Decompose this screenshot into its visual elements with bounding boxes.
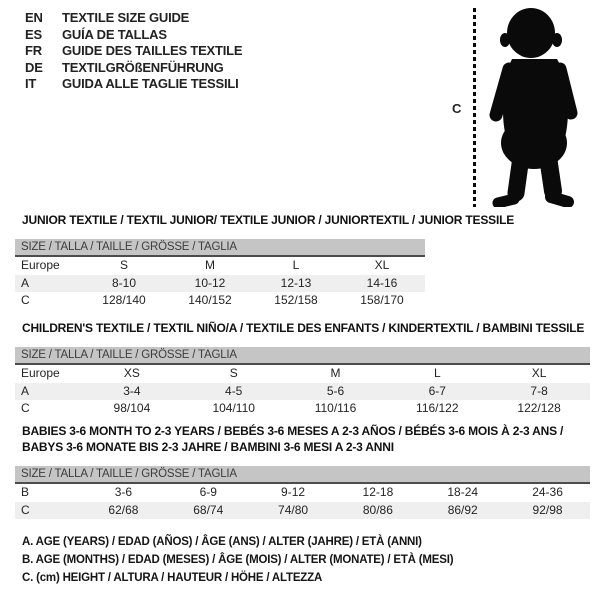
height-cell: 152/158 bbox=[274, 293, 318, 307]
size-cell: M bbox=[330, 366, 341, 380]
junior-size-table bbox=[15, 239, 425, 310]
language-title: GUIDE DES TAILLES TEXTILE bbox=[62, 43, 243, 58]
height-cell: 116/122 bbox=[416, 401, 459, 415]
size-figure bbox=[450, 5, 598, 207]
language-title: TEXTILGRÖßENFÜHRUNG bbox=[62, 59, 224, 75]
language-code: ES bbox=[25, 26, 42, 42]
babies-table-title-line2: BABYS 3-6 MONATE BIS 2-3 JAHRE / BAMBINI 3-6 MESI A 2-3 ANNI bbox=[22, 440, 394, 454]
row-label: A bbox=[21, 275, 30, 290]
height-cell: 92/98 bbox=[532, 502, 563, 517]
age-cell: 4-5 bbox=[225, 383, 243, 398]
legend-line-c: C. (cm) HEIGHT / ALTURA / HAUTEUR / HÖHE / ALTEZZA bbox=[22, 572, 323, 584]
age-cell: 6-7 bbox=[428, 383, 446, 398]
height-cell: 128/140 bbox=[102, 293, 146, 307]
table-row-europe bbox=[15, 365, 590, 383]
row-label: C bbox=[21, 502, 30, 517]
age-cell: 10-12 bbox=[194, 275, 226, 290]
age-cell: 3-6 bbox=[114, 485, 133, 499]
size-cell: L bbox=[292, 258, 300, 272]
height-cell: 158/170 bbox=[360, 293, 404, 307]
row-label: C bbox=[21, 293, 30, 307]
height-cell: 140/152 bbox=[188, 293, 232, 307]
size-cell: L bbox=[433, 366, 441, 380]
height-cell: 74/80 bbox=[278, 502, 309, 517]
height-cell: 110/116 bbox=[314, 401, 357, 415]
legend-line-a: A. AGE (YEARS) / EDAD (AÑOS) / ÂGE (ANS) / ALTER (JAHRE) / ETÀ (ANNI) bbox=[22, 536, 422, 548]
size-cell: XL bbox=[531, 366, 547, 380]
junior-table-title: JUNIOR TEXTILE / TEXTIL JUNIOR/ TEXTILE JUNIOR / JUNIORTEXTIL / JUNIOR TESSILE bbox=[22, 213, 515, 227]
language-title-list bbox=[25, 10, 242, 93]
age-cell: 7-8 bbox=[530, 383, 548, 398]
legend-line-b: B. AGE (MONTHS) / EDAD (MESES) / ÂGE (MOIS) / ALTER (MONATE) / ETÀ (MESI) bbox=[22, 554, 454, 566]
language-row bbox=[25, 60, 242, 77]
babies-table-title-line1: BABIES 3-6 MONTH TO 2-3 YEARS / BEBÉS 3-6 MESES A 2-3 AÑOS / BÉBÉS 3-6 MOIS À 2-3 ANS / bbox=[22, 424, 564, 438]
height-cell: 98/104 bbox=[113, 401, 151, 415]
age-cell: 24-36 bbox=[532, 485, 563, 499]
language-row bbox=[25, 76, 242, 93]
age-cell: 14-16 bbox=[366, 275, 398, 290]
size-cell: M bbox=[205, 258, 215, 272]
age-cell: 3-4 bbox=[123, 383, 141, 398]
height-measure-line bbox=[473, 8, 476, 207]
size-header-bar: SIZE / TALLA / TAILLE / GRÖSSE / TAGLIA bbox=[15, 466, 590, 484]
height-cell: 122/128 bbox=[517, 401, 561, 415]
babies-table-title bbox=[22, 423, 582, 455]
toddler-silhouette-icon bbox=[484, 7, 590, 207]
children-table-title: CHILDREN'S TEXTILE / TEXTIL NIÑO/A / TEXTILE DES ENFANTS / KINDERTEXTIL / BAMBINI TESSILE bbox=[22, 321, 585, 335]
language-row bbox=[25, 27, 242, 44]
age-cell: 12-18 bbox=[362, 485, 394, 499]
size-header-bar: SIZE / TALLA / TAILLE / GRÖSSE / TAGLIA bbox=[15, 239, 425, 257]
table-row-height bbox=[15, 502, 590, 520]
height-cell: 104/110 bbox=[212, 401, 255, 415]
age-cell: 9-12 bbox=[281, 485, 306, 499]
age-cell: 6-9 bbox=[199, 485, 217, 499]
row-label: Europe bbox=[21, 258, 60, 272]
age-cell: 8-10 bbox=[111, 275, 137, 290]
language-code: EN bbox=[25, 10, 43, 25]
language-code: DE bbox=[25, 59, 43, 75]
height-cell: 80/86 bbox=[362, 502, 393, 517]
table-row-height bbox=[15, 400, 590, 418]
measurement-legend bbox=[22, 533, 453, 587]
age-cell: 12-13 bbox=[280, 275, 312, 290]
language-code: FR bbox=[25, 43, 42, 58]
row-label: B bbox=[21, 485, 30, 499]
age-cell: 18-24 bbox=[447, 485, 479, 499]
height-cell: 68/74 bbox=[193, 502, 224, 517]
language-title: GUÍA DE TALLAS bbox=[62, 26, 167, 42]
table-row-age bbox=[15, 383, 590, 401]
table-row-age-months bbox=[15, 484, 590, 502]
language-title: TEXTILE SIZE GUIDE bbox=[62, 10, 190, 25]
size-cell: S bbox=[119, 258, 128, 272]
size-cell: XS bbox=[123, 366, 140, 380]
table-row-europe bbox=[15, 257, 425, 275]
size-header-bar: SIZE / TALLA / TAILLE / GRÖSSE / TAGLIA bbox=[15, 347, 590, 365]
measure-label-c: C bbox=[452, 101, 462, 116]
language-code: IT bbox=[25, 76, 37, 91]
height-cell: 86/92 bbox=[447, 502, 478, 517]
language-title: GUIDA ALLE TAGLIE TESSILI bbox=[62, 76, 239, 91]
size-cell: XL bbox=[374, 258, 390, 272]
height-cell: 62/68 bbox=[108, 502, 139, 517]
row-label: Europe bbox=[21, 366, 60, 380]
row-label: A bbox=[21, 383, 30, 398]
language-row bbox=[25, 43, 242, 60]
size-cell: S bbox=[229, 366, 238, 380]
age-cell: 5-6 bbox=[326, 383, 345, 398]
table-row-age bbox=[15, 275, 425, 293]
language-row bbox=[25, 10, 242, 27]
children-size-table bbox=[15, 347, 590, 418]
table-row-height bbox=[15, 292, 425, 310]
babies-size-table bbox=[15, 466, 590, 519]
row-label: C bbox=[21, 401, 30, 415]
